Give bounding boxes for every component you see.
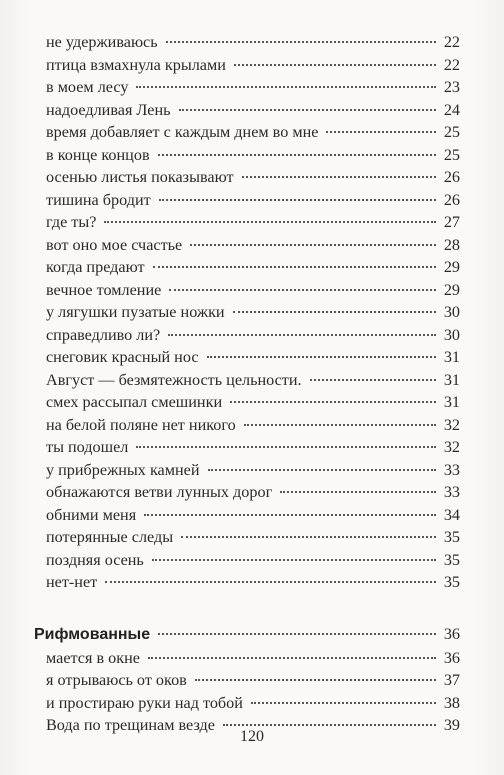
entry-title: не удерживаюсь: [46, 33, 158, 51]
entry-page-number: 35: [443, 550, 460, 569]
toc-entries: [46, 31, 460, 594]
toc-entry: [46, 99, 460, 122]
dot-leader: [136, 446, 436, 448]
entry-title: на белой поляне нет никого: [46, 415, 236, 434]
dot-leader: [310, 379, 436, 381]
entry-page-number: 22: [443, 55, 460, 74]
section-page-number: 36: [443, 624, 460, 643]
dot-leader: [233, 311, 436, 313]
dot-leader: [168, 334, 436, 336]
toc-entry: [46, 549, 460, 572]
dot-leader: [166, 41, 436, 43]
toc-section-entries: [46, 647, 460, 737]
section-title: Рифмованные: [34, 625, 151, 643]
entry-page-number: 32: [443, 438, 460, 456]
dot-leader: [181, 536, 436, 538]
dot-leader: [230, 401, 436, 403]
entry-page-number: 37: [443, 671, 460, 689]
dot-leader: [136, 86, 436, 88]
toc-entry: [46, 391, 460, 414]
entry-page-number: 31: [443, 370, 460, 389]
entry-page-number: 26: [443, 190, 460, 209]
entry-title: мается в окне: [46, 648, 140, 667]
entry-page-number: 35: [443, 528, 460, 546]
toc-entry: [46, 31, 460, 54]
entry-title: птица взмахнула крылами: [46, 55, 226, 74]
toc-entry: [46, 279, 460, 302]
toc-entry: [46, 481, 460, 504]
entry-title: тишина бродит: [46, 190, 151, 209]
entry-title: снеговик красный нос: [46, 348, 199, 366]
dot-leader: [179, 109, 436, 111]
toc-entry: [46, 144, 460, 167]
entry-title: когда предают: [46, 258, 145, 276]
entry-page-number: 30: [443, 303, 460, 321]
toc-entry: [46, 346, 460, 369]
table-of-contents: [34, 31, 460, 737]
toc-entry: [46, 256, 460, 279]
entry-title: я отрываюсь от оков: [46, 671, 187, 689]
entry-title: осенью листья показывают: [46, 168, 234, 186]
entry-title: Август — безмятежность цельности.: [46, 370, 302, 389]
dot-leader: [105, 581, 436, 583]
entry-page-number: 28: [443, 235, 460, 254]
entry-title: ты подошел: [46, 438, 129, 456]
toc-entry: [46, 324, 460, 347]
toc-entry: [46, 76, 460, 99]
dot-leader: [326, 131, 436, 133]
toc-entry: [46, 54, 460, 77]
entry-title: и простираю руки над тобой: [46, 693, 243, 712]
entry-page-number: 31: [443, 348, 460, 366]
dot-leader: [153, 266, 436, 268]
toc-entry: [46, 301, 460, 324]
entry-page-number: 26: [443, 168, 460, 186]
toc-entry: [46, 647, 460, 670]
entry-page-number: 36: [443, 648, 460, 667]
dot-leader: [190, 244, 436, 246]
entry-title: поздняя осень: [46, 550, 144, 569]
toc-section-heading: [34, 622, 460, 647]
dot-leader: [280, 491, 436, 493]
toc-entry: [46, 459, 460, 482]
dot-leader: [158, 633, 436, 635]
entry-title: потерянные следы: [46, 528, 174, 546]
toc-entry: [46, 669, 460, 692]
entry-page-number: 25: [443, 123, 460, 141]
dot-leader: [144, 514, 436, 516]
entry-page-number: 33: [443, 460, 460, 479]
entry-title: нет-нет: [46, 573, 98, 591]
entry-page-number: 30: [443, 325, 460, 344]
entry-page-number: 22: [443, 33, 460, 51]
dot-leader: [152, 559, 436, 561]
dot-leader: [208, 469, 437, 471]
entry-title: Вода по трещинам везде: [46, 716, 215, 734]
entry-title: у прибрежных камней: [46, 460, 200, 479]
toc-entry: [46, 211, 460, 234]
dot-leader: [159, 199, 436, 201]
toc-entry: [46, 571, 460, 594]
entry-page-number: 23: [443, 78, 460, 96]
entry-page-number: 34: [443, 505, 460, 524]
entry-page-number: 24: [443, 100, 460, 119]
entry-title: смех рассыпал смешинки: [46, 393, 223, 411]
entry-page-number: 39: [443, 716, 460, 734]
toc-entry: [46, 414, 460, 437]
dot-leader: [251, 702, 436, 704]
toc-entry: [46, 369, 460, 392]
dot-leader: [148, 657, 436, 659]
entry-page-number: 29: [443, 258, 460, 276]
dot-leader: [244, 424, 436, 426]
entry-page-number: 32: [443, 415, 460, 434]
toc-entry: [46, 234, 460, 257]
dot-leader: [207, 356, 436, 358]
dot-leader: [158, 154, 436, 156]
entry-title: у лягушки пузатые ножки: [46, 303, 225, 321]
entry-title: вечное томление: [46, 280, 162, 299]
entry-page-number: 25: [443, 145, 460, 164]
dot-leader: [242, 176, 436, 178]
toc-entry: [46, 121, 460, 144]
entry-page-number: 29: [443, 280, 460, 299]
entry-title: надоедливая Лень: [46, 100, 171, 119]
entry-title: обнажаются ветви лунных дорог: [46, 483, 273, 501]
entry-title: время добавляет с каждым днем во мне: [46, 123, 319, 141]
dot-leader: [234, 64, 436, 66]
toc-entry: [46, 436, 460, 459]
entry-title: вот оно мое счастье: [46, 235, 183, 254]
entry-page-number: 31: [443, 393, 460, 411]
toc-entry: [46, 189, 460, 212]
dot-leader: [104, 221, 436, 223]
entry-title: где ты?: [46, 213, 97, 231]
entry-title: обними меня: [46, 505, 137, 524]
dot-leader: [169, 289, 436, 291]
toc-entry: [46, 504, 460, 527]
toc-entry: [46, 692, 460, 715]
entry-title: в моем лесу: [46, 78, 129, 96]
entry-page-number: 27: [443, 213, 460, 231]
dot-leader: [223, 724, 436, 726]
toc-entry: [46, 526, 460, 549]
dot-leader: [195, 679, 436, 681]
entry-title: в конце концов: [46, 145, 150, 164]
toc-entry: [46, 166, 460, 189]
entry-page-number: 33: [443, 483, 460, 501]
page-number: 120: [240, 728, 264, 745]
entry-page-number: 38: [443, 693, 460, 712]
entry-page-number: 35: [443, 573, 460, 591]
entry-title: справедливо ли?: [46, 325, 161, 344]
